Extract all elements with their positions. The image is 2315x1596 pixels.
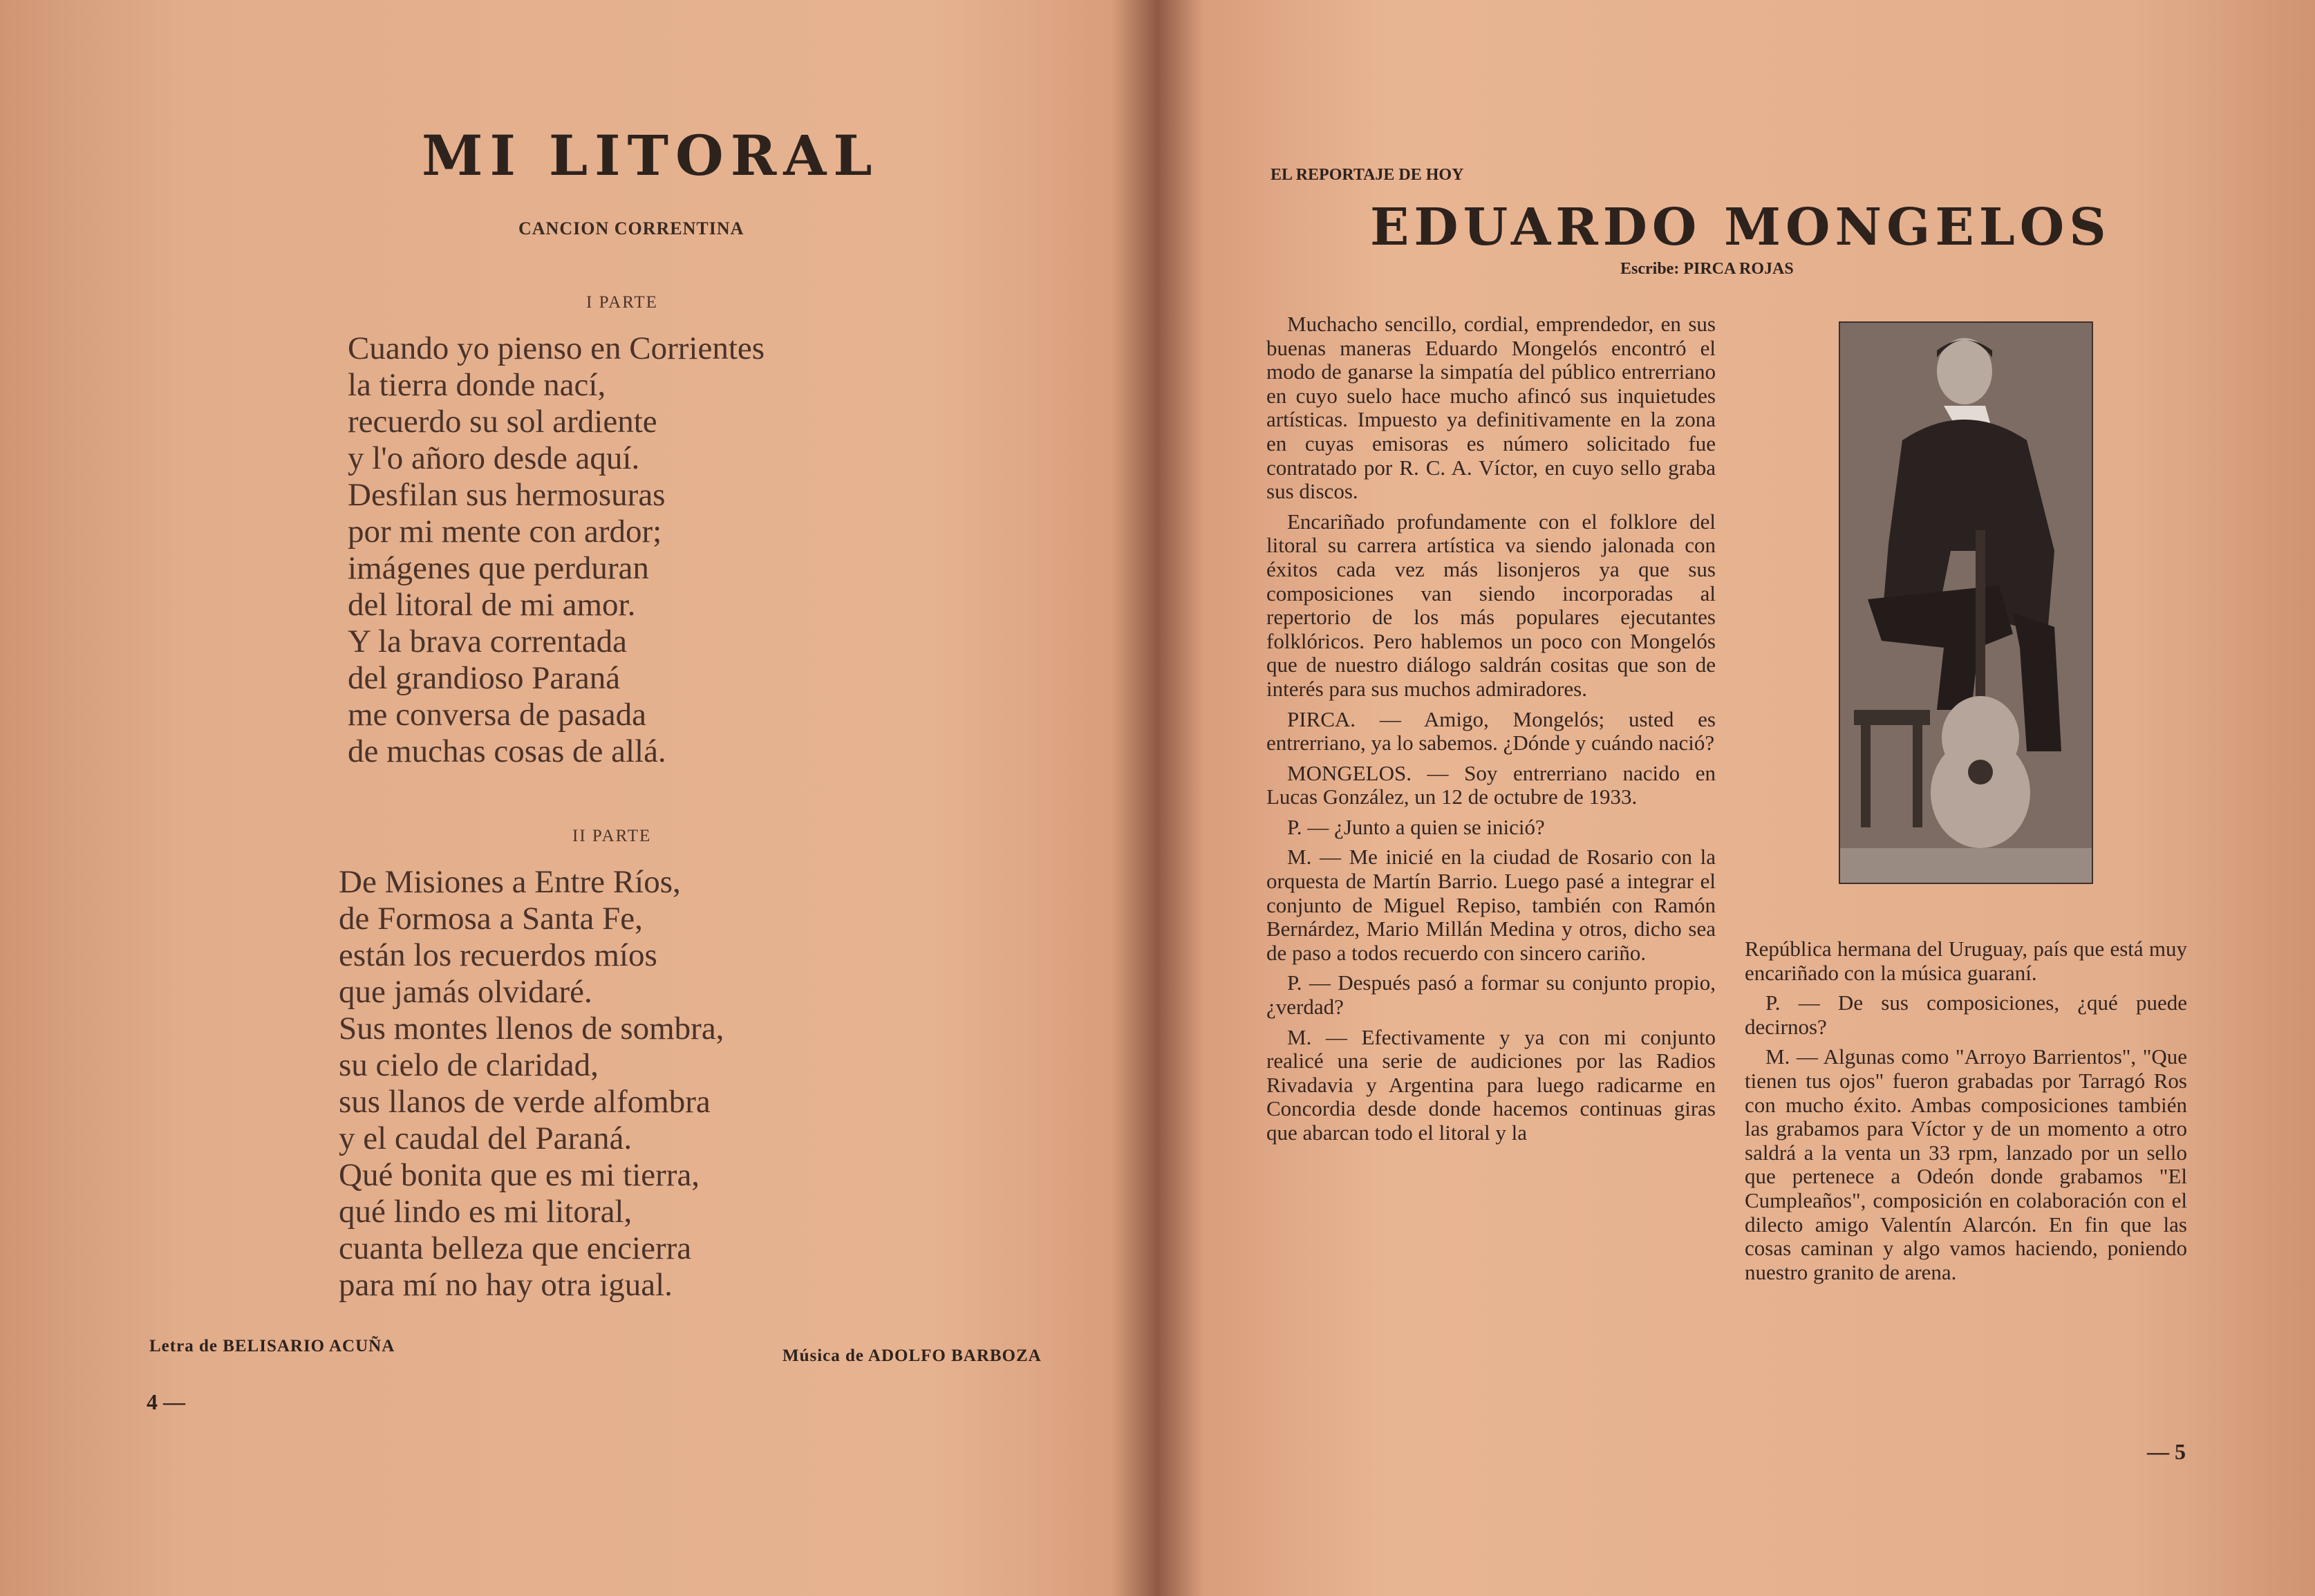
verse-line: la tierra donde nací,: [348, 367, 606, 403]
part-1-label: I PARTE: [586, 293, 658, 312]
verse-line: por mi mente con ardor;: [348, 514, 662, 550]
article-paragraph: M. — Me inicié en la ciudad de Rosario con la orquesta de Martín Barrio. Luego pasé a integrar el conjunto de Miguel Repiso, también con Ramón Bernárdez, Mario Millán Medina y otros, dicho sea de paso a todos recuerdo con sincero cariño.: [1266, 845, 1716, 965]
poem-title: MI LITORAL: [422, 123, 879, 188]
verse-line: están los recuerdos míos: [339, 937, 657, 973]
verse-line: De Misiones a Entre Ríos,: [339, 864, 681, 900]
section-kicker: EL REPORTAJE DE HOY: [1271, 166, 1464, 184]
verse-line: del grandioso Paraná: [348, 660, 621, 696]
verse-line: y l'o añoro desde aquí.: [348, 440, 640, 476]
verse-line: me conversa de pasada: [348, 697, 646, 733]
stanza-1: [348, 330, 765, 770]
page-number-right: — 5: [2147, 1439, 2186, 1464]
verse-line: del litoral de mi amor.: [348, 587, 636, 623]
article-paragraph: República hermana del Uruguay, país que está muy encariñado con la música guaraní.: [1745, 937, 2187, 985]
article-paragraph: Muchacho sencillo, cordial, emprendedor, en sus buenas maneras Eduardo Mongelós encontró el modo de ganarse la simpatía del público entrerriano en cuyo suelo hace mucho afincó sus inquietudes artísticas. Impuesto ya definitivamente en la zona en cuyas emisoras es número solicitado fue contratado por R. C. A. Víctor, en cuyo sello graba sus discos.: [1266, 312, 1716, 504]
article-paragraph: Encariñado profundamente con el folklore del litoral su carrera artística va siendo jalonada con éxitos cada vez más lisonjeros ya que sus composiciones van siendo incorporadas al repertorio de los más populares ejecutantes folklóricos. Pero hablemos un poco con Mongelós que de nuestro diálogo saldrán cositas que son de interés para sus muchos admiradores.: [1266, 509, 1716, 701]
article-paragraph: MONGELOS. — Soy entrerriano nacido en Lucas González, un 12 de octubre de 1933.: [1266, 760, 1716, 809]
musician-photo: [1839, 321, 2093, 884]
verse-line: sus llanos de verde alfombra: [339, 1084, 711, 1120]
left-page: [0, 0, 1149, 1596]
verse-line: que jamás olvidaré.: [339, 974, 592, 1010]
article-paragraph: P. — Después pasó a formar su conjunto propio, ¿verdad?: [1266, 970, 1716, 1020]
verse-line: y el caudal del Paraná.: [339, 1120, 632, 1156]
article-title: EDUARDO MONGELOS: [1370, 198, 2111, 257]
poem-subtitle: CANCION CORRENTINA: [518, 218, 744, 238]
article-paragraph: M. — Efectivamente y ya con mi conjunto realicé una serie de audiciones por las Radios Rivadavia y Argentina para luego radicarme en Concordia desde donde hacemos continuas giras que abarcan todo el litoral y la: [1266, 1024, 1716, 1145]
verse-line: Desfilan sus hermosuras: [348, 477, 666, 513]
article-column-2: [1745, 937, 2187, 1290]
verse-line: cuanta belleza que encierra: [339, 1230, 692, 1266]
article-paragraph: M. — Algunas como "Arroyo Barrientos", "Que tienen tus ojos" fueron grabadas por Tarragó Ros con mucho éxito. Ambas composiciones también las grabamos para Víctor y de un momento a otro saldrá a la venta un 33 rpm, lanzado por un sello que pertenece a Odeón donde grabamos "El Cumpleaños", composición en colaboración con el dilecto amigo Valentín Alarcón. En fin que las cosas caminan y algo vamos haciendo, poniendo nuestro granito de arena.: [1745, 1044, 2187, 1284]
verse-line: de muchas cosas de allá.: [348, 733, 666, 769]
verse-line: Y la brava correntada: [348, 623, 628, 659]
part-2-label: II PARTE: [572, 827, 652, 845]
lyrics-credit: Letra de BELISARIO ACUÑA: [149, 1337, 395, 1355]
verse-line: Qué bonita que es mi tierra,: [339, 1157, 700, 1193]
article-paragraph: P. — ¿Junto a quien se inició?: [1287, 814, 1545, 839]
article-column-1: [1266, 312, 1716, 1152]
stanza-2: [339, 864, 724, 1304]
music-credit: Música de ADOLFO BARBOZA: [782, 1346, 1042, 1365]
verse-line: recuerdo su sol ardiente: [348, 404, 657, 440]
article-paragraph: P. — De sus composiciones, ¿qué puede decirnos?: [1745, 991, 2187, 1039]
page-number-left: 4 —: [147, 1389, 185, 1414]
right-page: [1161, 0, 2315, 1596]
article-paragraph: PIRCA. — Amigo, Mongelós; usted es entrerriano, ya lo sabemos. ¿Dónde y cuándo nació?: [1266, 706, 1716, 755]
verse-line: qué lindo es mi litoral,: [339, 1194, 632, 1230]
verse-line: Cuando yo pienso en Corrientes: [348, 330, 765, 366]
musician-with-guitar-illustration: [1840, 323, 2092, 883]
verse-line: Sus montes llenos de sombra,: [339, 1011, 724, 1046]
article-byline: Escribe: PIRCA ROJAS: [1620, 260, 1794, 278]
verse-line: de Formosa a Santa Fe,: [339, 901, 643, 937]
verse-line: para mí no hay otra igual.: [339, 1267, 673, 1303]
verse-line: su cielo de claridad,: [339, 1047, 599, 1083]
verse-line: imágenes que perduran: [348, 550, 649, 586]
